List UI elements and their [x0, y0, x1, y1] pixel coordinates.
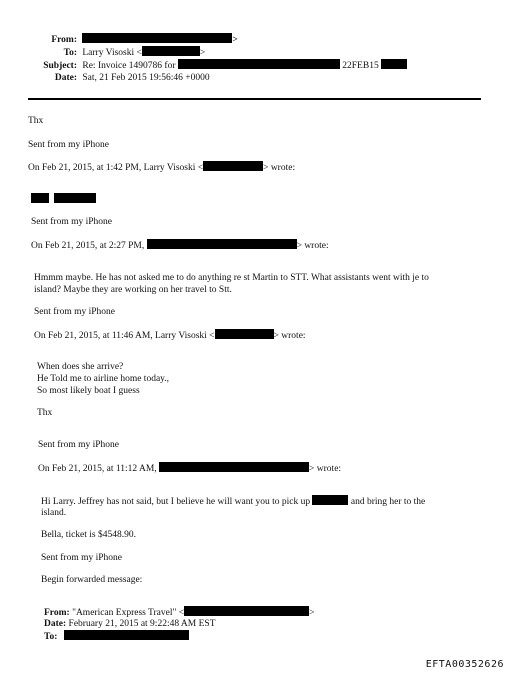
forwarded-to-label: To:	[44, 632, 58, 642]
sent-from-line: Sent from my iPhone	[28, 140, 110, 150]
date-label: Date:	[54, 73, 77, 83]
to-value: Larry Visoski <	[82, 48, 142, 58]
from-row: From: >	[30, 33, 238, 46]
document-id-stamp: EFTA00352626	[425, 659, 504, 670]
message-text: and bring her to the	[350, 497, 426, 507]
quote-header-text: On Feb 21, 2015, at 2:27 PM,	[31, 241, 145, 251]
message-line: Bella, ticket is $4548.90.	[41, 530, 136, 540]
quote-header	[34, 329, 306, 342]
redaction	[82, 33, 232, 43]
redaction	[381, 59, 407, 69]
message-line: island.	[41, 508, 67, 518]
message-line: island? Maybe they are working on her travel to Stt.	[34, 285, 232, 295]
header-divider	[28, 98, 481, 100]
redaction	[64, 630, 189, 640]
message-line: So most likely boat I guess	[37, 386, 140, 396]
subject-value: Re: Invoice 1490786 for	[82, 61, 176, 71]
from-label: From:	[51, 35, 77, 45]
redaction	[312, 495, 348, 505]
redaction	[203, 161, 263, 171]
subject-label: Subject:	[43, 61, 77, 71]
wrote-text: > wrote:	[296, 241, 329, 251]
to-row: To: Larry Visoski < >	[30, 46, 205, 59]
thx-line: Thx	[28, 116, 44, 126]
subject-suffix: 22FEB15	[342, 61, 379, 71]
redaction	[215, 329, 274, 339]
quote-header	[31, 239, 329, 252]
quote-header-text: On Feb 21, 2015, at 1:42 PM, Larry Visoski <	[28, 163, 204, 173]
sent-from-line: Sent from my iPhone	[41, 553, 123, 563]
forwarded-date-row	[44, 618, 216, 630]
sent-from-line: Sent from my iPhone	[34, 307, 116, 317]
message-line: When does she arrive?	[37, 362, 124, 372]
message-text: Hi Larry. Jeffrey has not said, but I believe he will want you to pick up	[41, 497, 311, 507]
quote-header	[28, 161, 295, 174]
wrote-text: > wrote:	[263, 163, 296, 173]
redaction	[159, 462, 309, 472]
redaction	[142, 46, 200, 56]
redaction	[184, 606, 309, 616]
sent-from-line: Sent from my iPhone	[38, 440, 120, 450]
message-line: He Told me to airline home today.,	[37, 374, 170, 384]
date-value: Sat, 21 Feb 2015 19:56:46 +0000	[82, 73, 210, 83]
forwarded-to-row	[44, 630, 189, 643]
redaction	[147, 239, 297, 249]
to-label: To:	[63, 48, 77, 58]
redaction	[54, 193, 96, 203]
forwarded-from-row: From: "American Express Travel" < >	[44, 608, 315, 618]
forwarded-date-label: Date:	[44, 619, 67, 629]
thx-line: Thx	[37, 408, 53, 418]
forwarded-from-value: "American Express Travel" <	[72, 608, 185, 618]
date-row	[30, 72, 210, 84]
quote-header-text: On Feb 21, 2015, at 11:12 AM,	[38, 464, 157, 474]
redaction	[31, 193, 49, 203]
quote-header-text: On Feb 21, 2015, at 11:46 AM, Larry Visoski <	[34, 331, 215, 341]
message-line	[41, 495, 425, 508]
redaction	[178, 59, 340, 69]
sent-from-line: Sent from my iPhone	[31, 217, 113, 227]
wrote-text: > wrote:	[309, 464, 342, 474]
forwarded-date-value: February 21, 2015 at 9:22:48 AM EST	[68, 619, 216, 629]
message-line: Hmmm maybe. He has not asked me to do anything re st Martin to STT. What assistants went with je to	[34, 273, 429, 283]
subject-row	[30, 59, 407, 72]
forwarded-from-label: From:	[44, 608, 70, 618]
quote-header	[38, 462, 341, 475]
forwarded-line: Begin forwarded message:	[41, 575, 143, 585]
wrote-text: > wrote:	[273, 331, 306, 341]
